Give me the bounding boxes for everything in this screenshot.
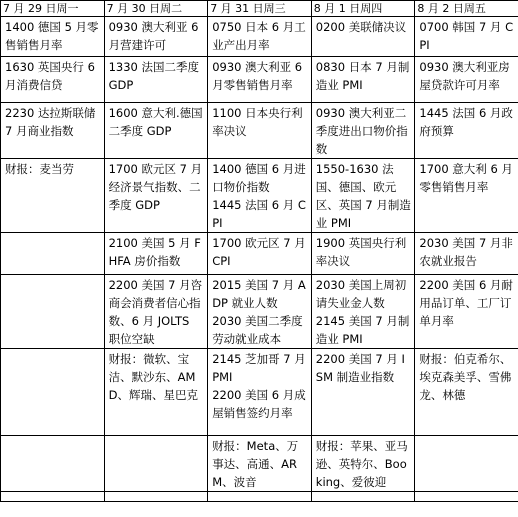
event-entry: 1630 英国央行 6 月消费信贷 bbox=[5, 60, 95, 92]
day-header-tue: 7 月 30 日周二 bbox=[104, 1, 208, 17]
event-entry: 2145 美国 7 月制造业 PMI bbox=[315, 314, 410, 346]
event-entry: 2015 美国 7 月 ADP 就业人数 bbox=[212, 278, 306, 310]
calendar-cell-mon bbox=[1, 275, 105, 349]
event-entry: 1700 欧元区 7 月经济景气指数、二季度 GDP bbox=[108, 162, 203, 212]
calendar-cell-thu bbox=[311, 275, 415, 349]
calendar-cell-thu bbox=[311, 103, 415, 159]
day-header-fri: 8 月 2 日周五 bbox=[415, 1, 518, 17]
event-entry: 2200 美国 6 月耐用品订单、工厂订单月率 bbox=[419, 278, 513, 328]
calendar-cell-thu bbox=[311, 436, 415, 492]
event-entry: 0830 日本 7 月制造业 PMI bbox=[315, 60, 410, 92]
calendar-cell-wed bbox=[208, 57, 312, 103]
calendar-body bbox=[1, 17, 518, 502]
event-entry: 1445 法国 6 月 CPI bbox=[212, 198, 306, 230]
event-entry: 2230 达拉斯联储 7 月商业指数 bbox=[5, 106, 96, 138]
calendar-cell-tue bbox=[104, 233, 208, 275]
header-row bbox=[1, 1, 518, 17]
calendar-cell-tue bbox=[104, 57, 208, 103]
calendar-row bbox=[1, 57, 518, 103]
calendar-cell-wed bbox=[208, 233, 312, 275]
calendar-cell-fri bbox=[415, 275, 518, 349]
calendar-row bbox=[1, 17, 518, 57]
calendar-cell-fri bbox=[415, 57, 518, 103]
calendar-cell-fri bbox=[415, 17, 518, 57]
event-entry: 1900 英国央行利率决议 bbox=[315, 236, 407, 268]
calendar-cell-mon bbox=[1, 436, 105, 492]
calendar-cell-tue bbox=[104, 492, 208, 502]
event-entry: 2200 美国 7 月咨商会消费者信心指数、6 月 JOLTS 职位空缺 bbox=[108, 278, 203, 346]
calendar-cell-mon bbox=[1, 17, 105, 57]
event-entry: 1600 意大利.德国二季度 GDP bbox=[108, 106, 203, 138]
day-header-wed: 7 月 31 日周三 bbox=[208, 1, 312, 17]
event-entry: 1400 德国 5 月零售销售月率 bbox=[5, 20, 99, 52]
event-entry: 1700 意大利 6 月零售销售月率 bbox=[419, 162, 513, 194]
event-entry: 1445 法国 6 月政府预算 bbox=[419, 106, 513, 138]
calendar-cell-wed bbox=[208, 17, 312, 57]
calendar-cell-wed bbox=[208, 275, 312, 349]
day-header-mon: 7 月 29 日周一 bbox=[1, 1, 105, 17]
calendar-cell-mon bbox=[1, 233, 105, 275]
event-entry: 0930 澳大利亚二季度进出口物价指数 bbox=[315, 106, 408, 156]
event-entry: 0700 韩国 7 月 CPI bbox=[419, 20, 514, 52]
event-entry: 2030 美国上周初请失业金人数 bbox=[315, 278, 407, 310]
calendar-cell-thu bbox=[311, 17, 415, 57]
event-entry: 0750 日本 6 月工业产出月率 bbox=[212, 20, 306, 52]
event-entry: 2200 美国 7 月 ISM 制造业指数 bbox=[315, 352, 405, 384]
calendar-cell-thu bbox=[311, 492, 415, 502]
day-header-thu: 8 月 1 日周四 bbox=[311, 1, 415, 17]
event-entry: 0930 澳大利亚 6 月零售销售月率 bbox=[212, 60, 303, 92]
calendar-cell-wed bbox=[208, 159, 312, 233]
event-entry: 1700 欧元区 7 月 CPI bbox=[212, 236, 306, 268]
calendar-cell-mon bbox=[1, 492, 105, 502]
event-entry: 2030 美国二季度劳动就业成本 bbox=[212, 314, 303, 346]
calendar-cell-tue bbox=[104, 436, 208, 492]
event-entry: 财报：Meta、万事达、高通、ARM、波音 bbox=[212, 439, 299, 489]
calendar-cell-fri bbox=[415, 492, 518, 502]
event-entry: 1100 日本央行利率决议 bbox=[212, 106, 303, 138]
calendar-cell-thu bbox=[311, 233, 415, 275]
calendar-cell-wed bbox=[208, 492, 312, 502]
calendar-row bbox=[1, 103, 518, 159]
calendar-cell-tue bbox=[104, 349, 208, 436]
calendar-cell-wed bbox=[208, 436, 312, 492]
calendar-cell-thu bbox=[311, 57, 415, 103]
calendar-cell-wed bbox=[208, 349, 312, 436]
calendar-cell-mon bbox=[1, 349, 105, 436]
event-entry: 1400 德国 6 月进口物价指数 bbox=[212, 162, 306, 194]
calendar-cell-wed bbox=[208, 103, 312, 159]
calendar-row bbox=[1, 436, 518, 492]
event-entry: 1550-1630 法国、德国、欧元区、英国 7 月制造业 PMI bbox=[315, 162, 411, 230]
calendar-cell-fri bbox=[415, 103, 518, 159]
event-entry: 1330 法国二季度 GDP bbox=[108, 60, 200, 92]
calendar-cell-tue bbox=[104, 275, 208, 349]
calendar-cell-tue bbox=[104, 103, 208, 159]
calendar-cell-mon bbox=[1, 103, 105, 159]
calendar-cell-thu bbox=[311, 159, 415, 233]
calendar-row bbox=[1, 275, 518, 349]
event-entry: 2100 美国 5 月 FHFA 房价指数 bbox=[108, 236, 201, 268]
event-entry: 2145 芝加哥 7 月 PMI bbox=[212, 352, 306, 384]
calendar-cell-tue bbox=[104, 159, 208, 233]
event-entry: 财报：微软、宝洁、默沙东、AMD、辉瑞、星巴克 bbox=[108, 352, 198, 402]
event-entry: 2200 美国 6 月成屋销售签约月率 bbox=[212, 388, 306, 420]
event-entry: 财报：麦当劳 bbox=[5, 162, 74, 176]
calendar-row bbox=[1, 349, 518, 436]
calendar-cell-fri bbox=[415, 233, 518, 275]
calendar-row bbox=[1, 492, 518, 502]
event-entry: 财报：伯克希尔、埃克森美孚、雪佛龙、林德 bbox=[419, 352, 512, 402]
event-entry: 0930 澳大利亚房屋贷款许可月率 bbox=[419, 60, 510, 92]
calendar-row bbox=[1, 233, 518, 275]
event-entry: 0200 美联储决议 bbox=[315, 20, 407, 34]
calendar-cell-tue bbox=[104, 17, 208, 57]
calendar-cell-fri bbox=[415, 159, 518, 233]
calendar-cell-fri bbox=[415, 436, 518, 492]
event-entry: 0930 澳大利亚 6 月营建许可 bbox=[108, 20, 199, 52]
event-entry: 2030 美国 7 月非农就业报告 bbox=[419, 236, 513, 268]
calendar-row bbox=[1, 159, 518, 233]
calendar-cell-mon bbox=[1, 57, 105, 103]
calendar-cell-mon bbox=[1, 159, 105, 233]
event-entry: 财报：苹果、亚马逊、英特尔、Booking、爱彼迎 bbox=[315, 439, 408, 489]
calendar-cell-fri bbox=[415, 349, 518, 436]
calendar-cell-thu bbox=[311, 349, 415, 436]
